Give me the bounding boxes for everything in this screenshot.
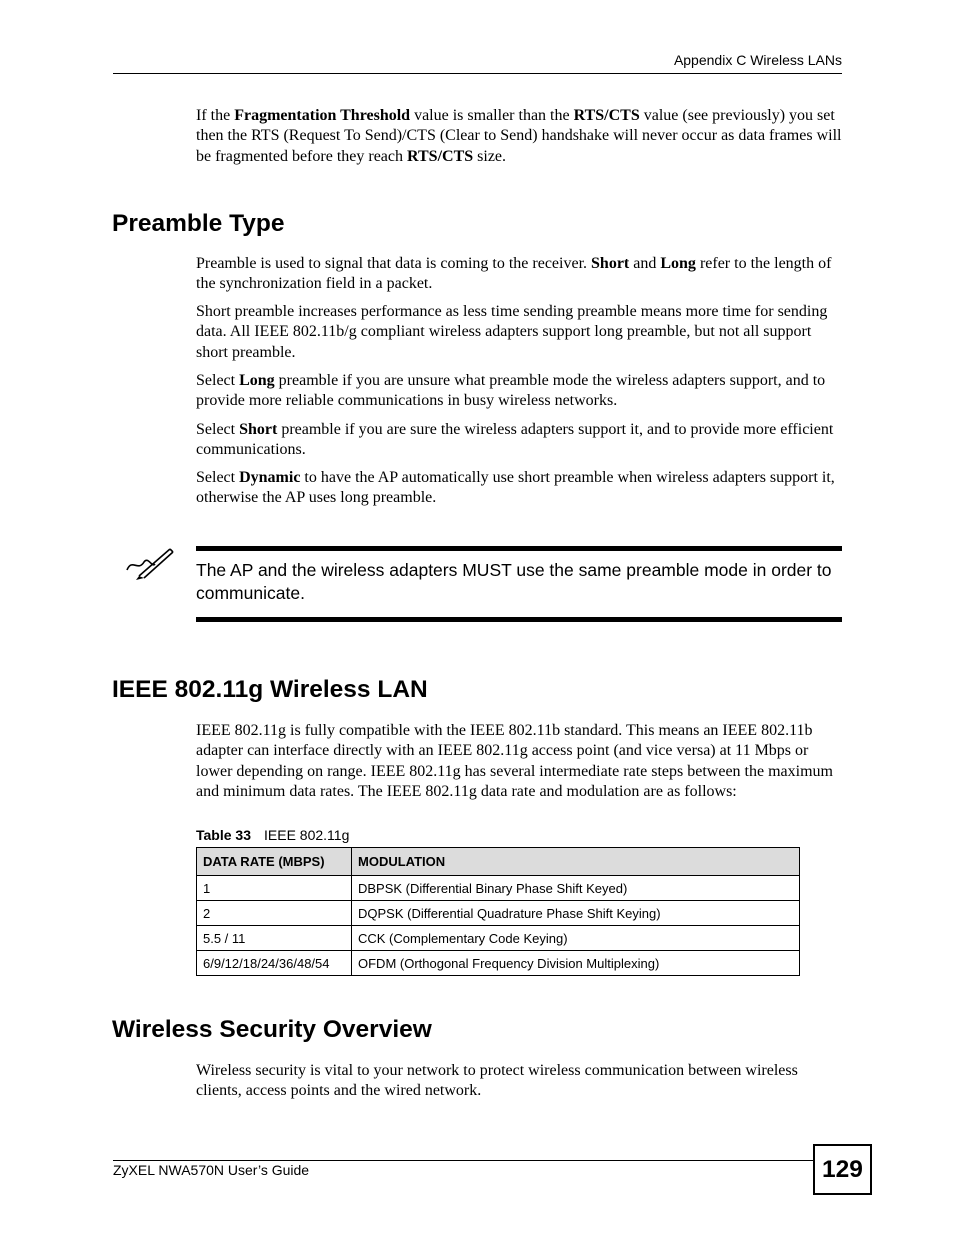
note-pencil-icon: [124, 546, 174, 580]
table-row: [197, 951, 800, 976]
table-row: [197, 926, 800, 951]
header-rule: [113, 73, 842, 74]
preamble-paragraph-1: Preamble is used to signal that data is coming to the receiver. Short and Long refer to the length of the synchronization field in a packet.: [196, 255, 832, 293]
table-cell: 5.5 / 11: [197, 926, 352, 951]
intro-paragraph: If the Fragmentation Threshold value is smaller than the RTS/CTS value (see previously) you set then the RTS (Request To Send)/CTS (Clear to Send) handshake will never occur as data frames will be fragmented before they reach RTS/CTS size.: [196, 107, 842, 165]
preamble-paragraph-2: Short preamble increases performance as less time sending preamble means more time for sending data. All IEEE 802.11b/g compliant wireless adapters support long preamble, but not all support short preamble.: [196, 303, 828, 361]
table-cell: CCK (Complementary Code Keying): [352, 926, 800, 951]
preamble-paragraph-4: Select Short preamble if you are sure the wireless adapters support it, and to provide more efficient communications.: [196, 421, 834, 459]
table-cell: DBPSK (Differential Binary Phase Shift Keyed): [352, 876, 800, 901]
column-header: DATA RATE (MBPS): [197, 848, 352, 876]
ieee-heading: IEEE 802.11g Wireless LAN: [112, 676, 428, 703]
table-cell: 1: [197, 876, 352, 901]
page-number: 129: [813, 1144, 872, 1195]
table-cell: DQPSK (Differential Quadrature Phase Shift Keying): [352, 901, 800, 926]
note-bottom-rule: [196, 617, 842, 622]
footer-rule: [113, 1160, 815, 1161]
table-cell: 6/9/12/18/24/36/48/54: [197, 951, 352, 976]
running-header: Appendix C Wireless LANs: [673, 52, 842, 68]
table-caption: Table 33 IEEE 802.11g: [196, 827, 350, 843]
table-cell: OFDM (Orthogonal Frequency Division Multiplexing): [352, 951, 800, 976]
wireless-security-heading: Wireless Security Overview: [112, 1016, 432, 1043]
preamble-paragraph-5: Select Dynamic to have the AP automatically use short preamble when wireless adapters support it, otherwise the AP uses long preamble.: [196, 469, 835, 507]
note-top-rule: [196, 546, 842, 551]
ieee-data-rate-table: [196, 847, 800, 976]
table-header-row: [197, 848, 800, 876]
preamble-type-heading: Preamble Type: [112, 210, 285, 237]
note-text: The AP and the wireless adapters MUST use the same preamble mode in order to communicate.: [196, 560, 832, 603]
table-row: [197, 876, 800, 901]
column-header: MODULATION: [352, 848, 800, 876]
table-row: [197, 901, 800, 926]
ieee-paragraph: IEEE 802.11g is fully compatible with the IEEE 802.11b standard. This means an IEEE 802.11b adapter can interface directly with an IEEE 802.11g access point (and vice versa) at 11 Mbps or lower depending on range. IEEE 802.11g has several intermediate rate steps between the maximum and minimum data rates. The IEEE 802.11g data rate and modulation are as follows:: [196, 722, 833, 800]
preamble-paragraph-3: Select Long preamble if you are unsure what preamble mode the wireless adapters support, and to provide more reliable communications in busy wireless networks.: [196, 372, 826, 410]
footer-guide-title: ZyXEL NWA570N User’s Guide: [113, 1162, 310, 1178]
security-paragraph: Wireless security is vital to your network to protect wireless communication between wireless clients, access points and the wired network.: [196, 1062, 798, 1100]
table-cell: 2: [197, 901, 352, 926]
